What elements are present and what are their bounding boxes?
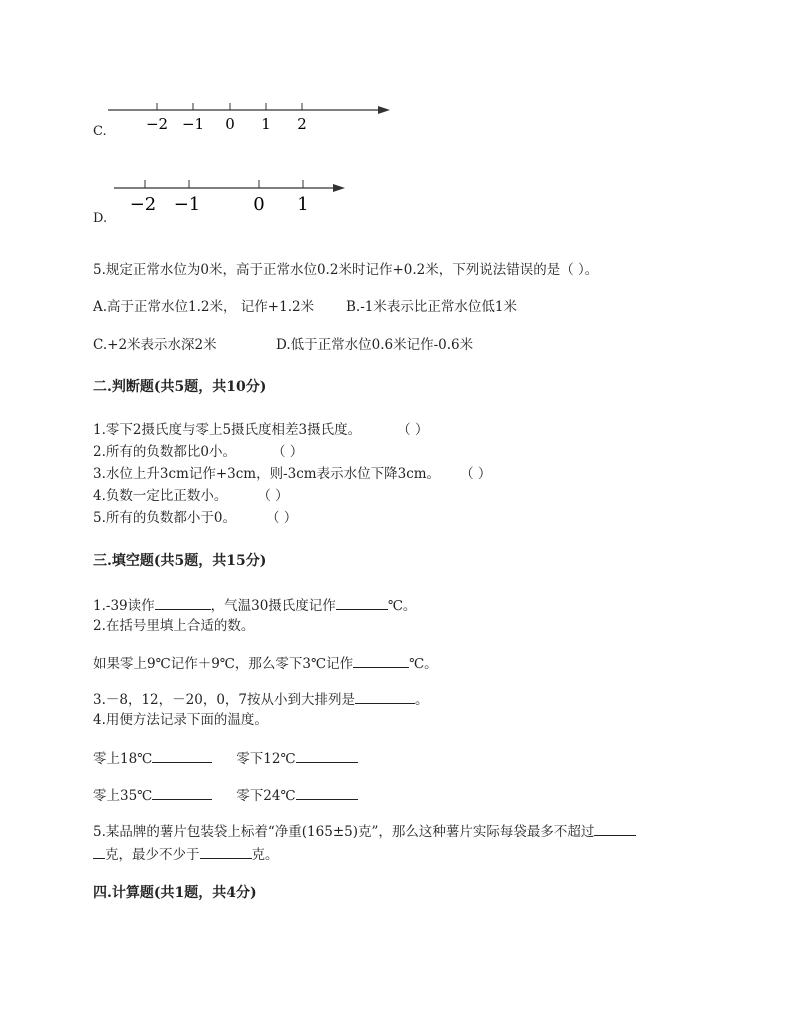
fill-text: 克。: [251, 847, 279, 863]
option-c-number-line: [105, 98, 395, 136]
answer-parentheses[interactable]: （ ）: [397, 422, 429, 438]
fill-text: 零上18℃: [93, 751, 153, 767]
answer-parentheses[interactable]: （ ）: [257, 488, 289, 504]
answer-blank[interactable]: [336, 595, 388, 610]
answer-blank[interactable]: [355, 689, 415, 704]
fill-text: 。: [415, 692, 429, 708]
fill-item-5-line-1: [93, 821, 636, 841]
answer-blank-continued[interactable]: [93, 844, 105, 859]
option-d-ticks: [145, 180, 303, 188]
question-5-option-c: C.+2米表示水深2米: [93, 337, 217, 353]
answer-blank[interactable]: [200, 844, 252, 859]
answer-blank[interactable]: [296, 748, 358, 763]
tick-label: −2: [145, 115, 169, 133]
tick-label: 0: [253, 194, 265, 215]
question-5-option-a: A.高于正常水位1.2米， 记作+1.2米: [93, 299, 315, 315]
tick-label: 0: [225, 115, 235, 133]
answer-blank[interactable]: [353, 653, 409, 668]
tick-label: 1: [261, 115, 271, 133]
fill-text: 克，最少不少于: [105, 847, 200, 863]
tick-label: 1: [297, 194, 309, 215]
fill-text: 5.某品牌的薯片包装袋上标着“净重(165±5)克”，那么这种薯片实际每袋最多不超过: [93, 824, 595, 840]
answer-parentheses[interactable]: （ ）: [460, 466, 492, 482]
answer-blank[interactable]: [155, 595, 211, 610]
judge-item-4: [93, 487, 289, 505]
fill-text: 零上35℃: [93, 788, 153, 804]
question-5-option-b: B.-1米表示比正常水位低1米: [346, 299, 517, 315]
fill-item-1: [93, 595, 416, 615]
judge-item-3: [93, 465, 491, 483]
answer-blank[interactable]: [594, 821, 636, 836]
option-c-ticks: [157, 103, 302, 110]
fill-text: 零下24℃: [236, 788, 296, 804]
question-5-stem: 5.规定正常水位为0米，高于正常水位0.2米时记作+0.2米，下列说法错误的是（ ）。: [93, 262, 599, 278]
tick-label: 2: [297, 115, 307, 133]
fill-item-2-stem: 2.在括号里填上合适的数。: [93, 618, 255, 634]
tick-label: −2: [129, 194, 157, 215]
fill-text: ℃。: [387, 598, 417, 614]
fill-text: 1.-39读作: [93, 598, 155, 614]
judge-item-text: 5.所有的负数都小于0。: [93, 510, 236, 526]
fill-item-5-line-2: [93, 844, 279, 864]
fill-text: 3.－8，12，－20，0，7按从小到大排列是: [93, 692, 356, 708]
tick-label: −1: [173, 194, 201, 215]
fill-item-2-line: [93, 653, 438, 673]
option-d-number-line: [105, 175, 355, 217]
judge-item-text: 3.水位上升3cm记作+3cm，则-3cm表示水位下降3cm。: [93, 466, 441, 482]
section-4-heading: 四.计算题(共1题，共4分): [93, 885, 257, 901]
judge-item-text: 1.零下2摄氏度与零上5摄氏度相差3摄氏度。: [93, 422, 362, 438]
judge-item-text: 2.所有的负数都比0小。: [93, 444, 236, 460]
option-c-letter: C.: [93, 124, 107, 139]
fill-item-4-row-2: [93, 785, 358, 805]
section-3-heading: 三.填空题(共5题，共15分): [93, 553, 267, 569]
answer-parentheses[interactable]: （ ）: [271, 444, 304, 460]
answer-blank[interactable]: [152, 785, 212, 800]
fill-text: 如果零上9℃记作＋9℃，那么零下3℃记作: [93, 656, 354, 672]
judge-item-text: 4.负数一定比正数小。: [93, 488, 228, 504]
section-2-heading: 二.判断题(共5题，共10分): [93, 379, 267, 395]
fill-item-4-row-1: [93, 748, 358, 768]
option-d-letter: D.: [93, 211, 108, 226]
question-5-option-d: D.低于正常水位0.6米记作-0.6米: [276, 337, 474, 353]
fill-text: 零下12℃: [236, 751, 296, 767]
answer-blank[interactable]: [152, 748, 212, 763]
answer-blank[interactable]: [296, 785, 358, 800]
fill-item-3: [93, 689, 429, 709]
judge-item-1: [93, 421, 428, 439]
fill-item-4-stem: 4.用便方法记录下面的温度。: [93, 712, 268, 728]
answer-parentheses[interactable]: （ ）: [265, 510, 298, 526]
fill-text: ℃。: [409, 656, 438, 672]
tick-label: −1: [181, 115, 205, 133]
fill-text: ，气温30摄氏度记作: [210, 598, 336, 614]
judge-item-5: [93, 509, 297, 527]
judge-item-2: [93, 443, 303, 461]
